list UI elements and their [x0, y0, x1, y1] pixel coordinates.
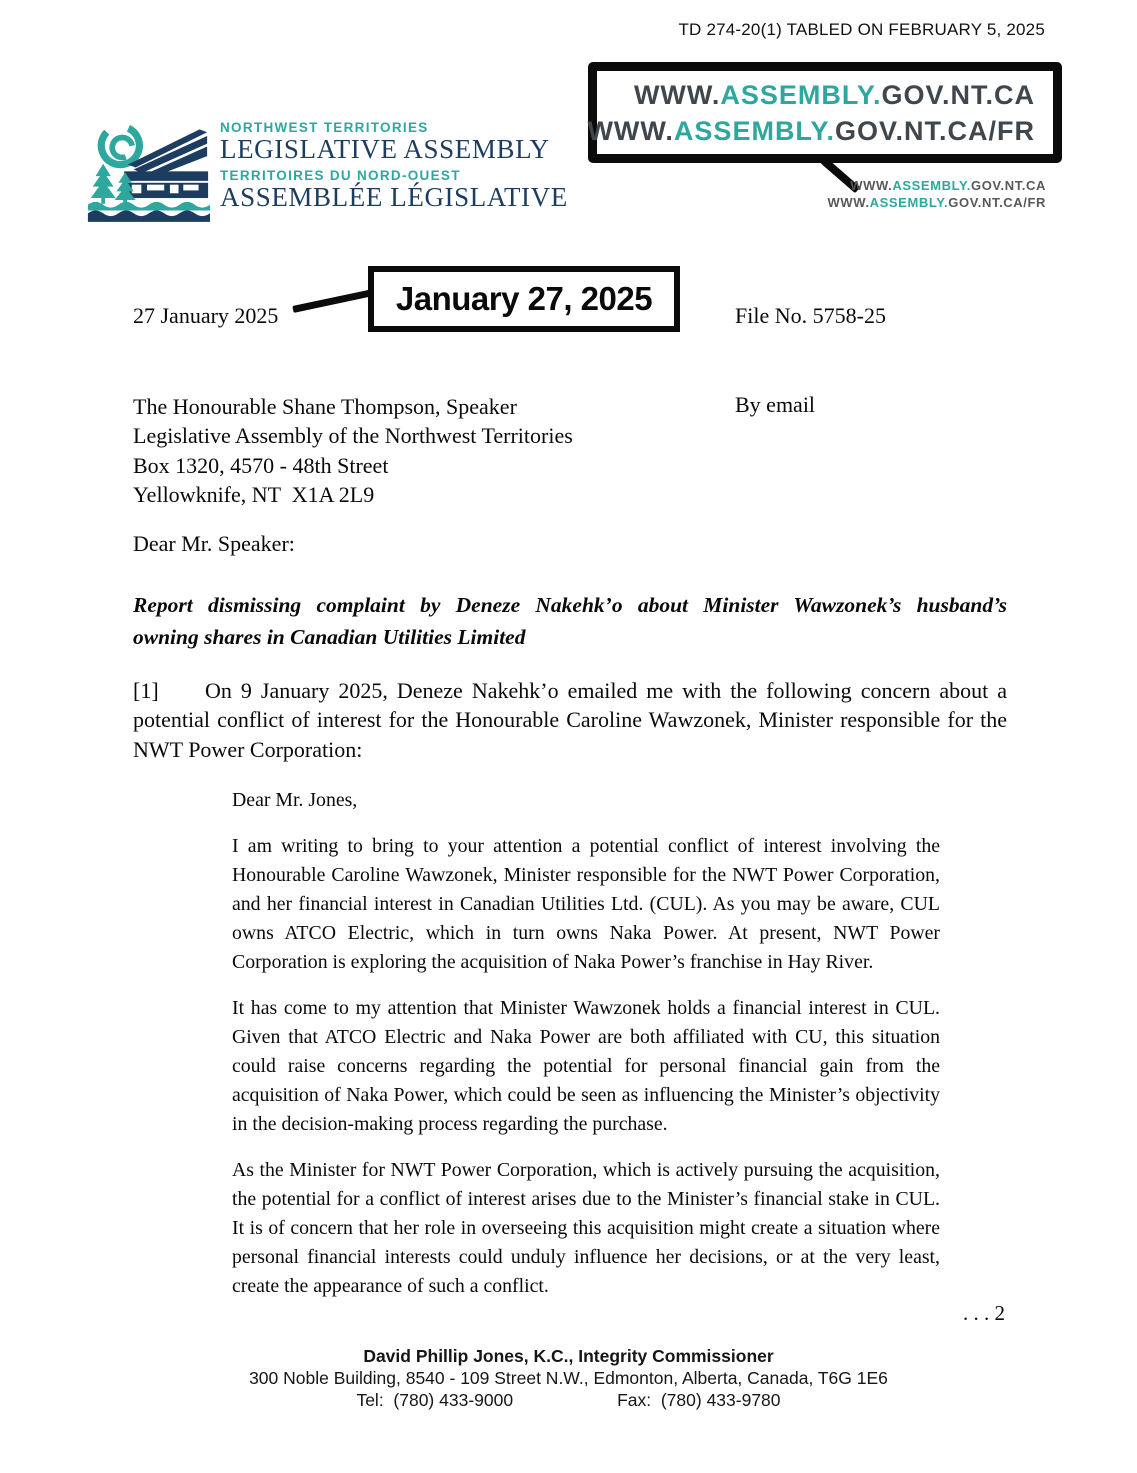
recipient-line: The Honourable Shane Thompson, Speaker	[133, 394, 517, 419]
website-urls	[828, 177, 1046, 211]
quote-salutation: Dear Mr. Jones,	[232, 789, 358, 811]
url-box-line-fr: WWW.ASSEMBLY.GOV.NT.CA/FR	[587, 115, 1035, 146]
footer-fax: Fax: (780) 433-9780	[617, 1390, 781, 1410]
logo-line-nwt-en: NORTHWEST TERRITORIES	[220, 120, 429, 135]
url-box-line-en: WWW.ASSEMBLY.GOV.NT.CA	[633, 79, 1035, 110]
page-continuation-marker: . . . 2	[963, 1301, 1005, 1325]
footer-address: 300 Noble Building, 8540 - 109 Street N.W., Edmonton, Alberta, Canada, T6G 1E6	[249, 1368, 888, 1388]
legislative-assembly-logo	[86, 112, 568, 224]
subject-heading	[133, 589, 1007, 653]
salutation: Dear Mr. Speaker:	[133, 531, 295, 556]
quote-paragraph: It has come to my attention that Minister Wawzonek holds a financial interest in CUL. Given that ATCO Electric and Naka Power are both affiliated with CU, this situation could raise concerns regarding the potential for personal financial gain from the acquisition of Naka Power, which could be seen as influencing the Minister’s objectivity in the decision-making process regarding the purchase.	[232, 997, 940, 1135]
commissioner-name: David Phillip Jones, K.C., Integrity Commissioner	[363, 1346, 774, 1366]
file-number: File No. 5758-25	[735, 303, 886, 328]
footer-telfax	[0, 1389, 1137, 1411]
quote-paragraph: I am writing to bring to your attention a potential conflict of interest involving the Honourable Caroline Wawzonek, Minister responsible for the NWT Power Corporation, and her financial interest in Canadian Utilities Ltd. (CUL). As you may be aware, CUL owns ATCO Electric, which in turn owns Naka Power. At present, NWT Power Corporation is exploring the acquisition of Naka Power’s franchise in Hay River.	[232, 835, 940, 973]
letter-date: 27 January 2025	[133, 303, 279, 328]
recipient-line: Box 1320, 4570 - 48th Street	[133, 452, 389, 478]
subject-line: owning shares in Canadian Utilities Limited	[133, 625, 526, 649]
website-url-en: WWW.ASSEMBLY.GOV.NT.CA	[850, 178, 1046, 193]
url-callout-box	[588, 62, 1062, 163]
logo-wordmark	[220, 112, 568, 212]
legislative-assembly-logo-icon	[86, 112, 210, 224]
recipient-line: Legislative Assembly of the Northwest Territories	[133, 423, 573, 449]
logo-line-assembly-en: LEGISLATIVE ASSEMBLY	[220, 134, 550, 164]
logo-line-nwt-fr: TERRITOIRES DU NORD-OUEST	[220, 168, 461, 183]
delivery-method: By email	[735, 392, 816, 417]
subject-line: Report dismissing complaint by Deneze Nakehk’o about Minister Wawzonek’s husband’s	[133, 593, 1007, 617]
logo-line-assembly-fr: ASSEMBLÉE LÉGISLATIVE	[220, 182, 568, 212]
recipient-line: Yellowknife, NT X1A 2L9	[133, 482, 375, 508]
footer-tel: Tel: (780) 433-9000	[356, 1390, 514, 1410]
tabled-stamp: TD 274-20(1) TABLED ON FEBRUARY 5, 2025	[678, 20, 1045, 39]
quoted-complaint-block	[232, 786, 940, 1318]
website-url-fr: WWW.ASSEMBLY.GOV.NT.CA/FR	[827, 195, 1046, 210]
recipient-address-block	[133, 392, 573, 510]
letterhead-footer	[0, 1345, 1137, 1411]
date-annotation-box: January 27, 2025	[368, 266, 680, 332]
quote-paragraph: As the Minister for NWT Power Corporation, which is actively pursuing the acquisition, the potential for a conflict of interest arises due to the Minister’s financial stake in CUL. It is of concern that her role in overseeing this acquisition might create a situation where personal financial interests could unduly influence her decisions, or at the very least, create the appearance of such a conflict.	[232, 1159, 940, 1297]
body-paragraph-1	[133, 676, 1007, 764]
paragraph-number: [1]	[133, 678, 159, 703]
paragraph-text: On 9 January 2025, Deneze Nakehk’o emailed me with the following concern about a potential conflict of interest for the Honourable Caroline Wawzonek, Minister responsible for the NWT Power Corporation:	[133, 678, 1007, 762]
date-annotation-pointer-line	[292, 289, 374, 313]
